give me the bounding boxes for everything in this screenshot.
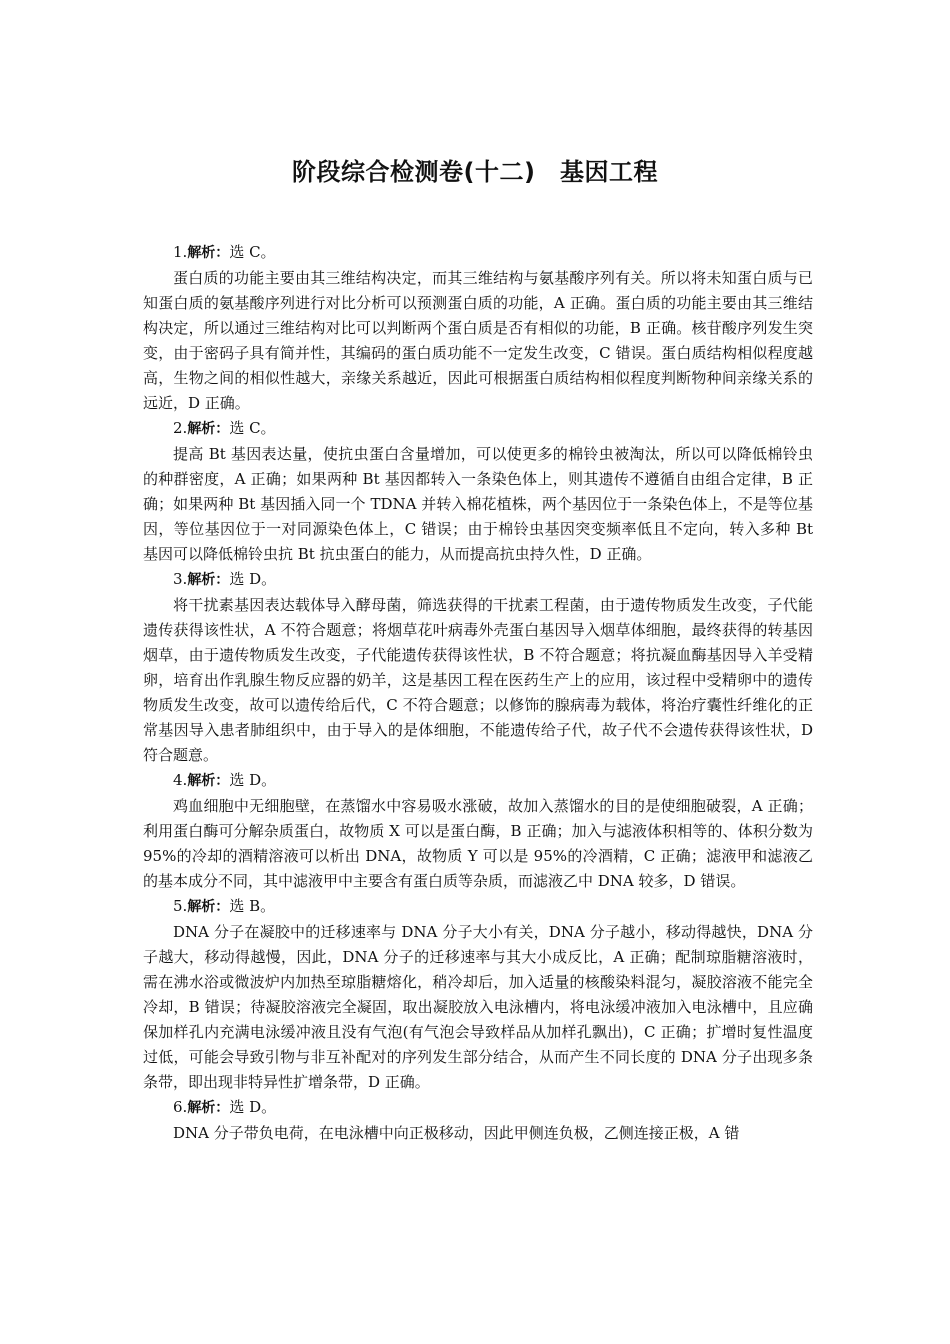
question-header bbox=[143, 1095, 813, 1121]
explanation-text: 鸡血细胞中无细胞壁，在蒸馏水中容易吸水涨破，故加入蒸馏水的目的是使细胞破裂，A 正确；利用蛋白酶可分解杂质蛋白，故物质 X 可以是蛋白酶，B 正确；加入与滤液体积相等的、体积分数为 95%的冷却的酒精溶液可以析出 DNA，故物质 Y 可以是 95%的冷酒精，C 正确；滤液甲和滤液乙的基本成分不同，其中滤液甲中主要含有蛋白质等杂质，而滤液乙中 DNA 较多，D 错误。 bbox=[143, 797, 813, 890]
question-number: 3. bbox=[173, 570, 188, 588]
question-number: 6. bbox=[173, 1098, 188, 1116]
explanation-text: 将干扰素基因表达载体导入酵母菌，筛选获得的干扰素工程菌，由于遗传物质发生改变，子代能遗传获得该性状，A 不符合题意；将烟草花叶病毒外壳蛋白基因导入烟草体细胞，最终获得的转基因烟草，由于遗传物质发生改变，子代能遗传获得该性状，B 不符合题意；将抗凝血酶基因导入羊受精卵，培育出作乳腺生物反应器的奶羊，这是基因工程在医药生产上的应用，该过程中受精卵中的遗传物质发生改变，故可以遗传给后代，C 不符合题意；以修饰的腺病毒为载体，将治疗囊性纤维化的正常基因导入患者肺组织中，由于导入的是体细胞，不能遗传给子代，故子代不会遗传获得该性状，D 符合题意。 bbox=[143, 596, 813, 764]
question-header bbox=[143, 240, 813, 266]
question-header bbox=[143, 416, 813, 442]
question-number: 1. bbox=[173, 243, 188, 261]
explanation-text: 蛋白质的功能主要由其三维结构决定，而其三维结构与氨基酸序列有关。所以将未知蛋白质与已知蛋白质的氨基酸序列进行对比分析可以预测蛋白质的功能，A 正确。蛋白质的功能主要由其三维结构决定，所以通过三维结构对比可以判断两个蛋白质是否有相似的功能，B 正确。核苷酸序列发生突变，由于密码子具有简并性，其编码的蛋白质功能不一定发生改变，C 错误。蛋白质结构相似程度越高，生物之间的相似性越大，亲缘关系越近，因此可根据蛋白质结构相似程度判断物种间亲缘关系的远近，D 正确。 bbox=[143, 269, 813, 412]
explanation-text: DNA 分子在凝胶中的迁移速率与 DNA 分子大小有关，DNA 分子越小，移动得越快，DNA 分子越大，移动得越慢，因此，DNA 分子的迁移速率与其大小成反比，A 正确；配制琼脂糖溶液时，需在沸水浴或微波炉内加热至琼脂糖熔化，稍冷却后，加入适量的核酸染料混匀，凝胶溶液不能完全冷却，B 错误；待凝胶溶液完全凝固，取出凝胶放入电泳槽内，将电泳缓冲液加入电泳槽中，且应确保加样孔内充满电泳缓冲液且没有气泡(有气泡会导致样品从加样孔飘出)，C 正确；扩增时复性温度过低，可能会导致引物与非互补配对的序列发生部分结合，从而产生不同长度的 DNA 分子出现多条条带，即出现非特异性扩增条带，D 正确。 bbox=[143, 923, 813, 1091]
analysis-label: 解析： bbox=[187, 421, 230, 437]
explanation-text: 提高 Bt 基因表达量，使抗虫蛋白含量增加，可以使更多的棉铃虫被淘汰，所以可以降低棉铃虫的种群密度，A 正确；如果两种 Bt 基因都转入一条染色体上，则其遗传不遵循自由组合定律，B 正确；如果两种 Bt 基因插入同一个 TDNA 并转入棉花植株，两个基因位于一条染色体上，不是等位基因，等位基因位于一对同源染色体上，C 错误；由于棉铃虫基因突变频率低且不定向，转入多种 Bt 基因可以降低棉铃虫抗 Bt 抗虫蛋白的能力，从而提高抗虫持久性，D 正确。 bbox=[143, 445, 813, 563]
question-number: 5. bbox=[173, 897, 188, 915]
analysis-label: 解析： bbox=[187, 899, 230, 915]
question-6 bbox=[143, 1095, 813, 1146]
question-5 bbox=[143, 894, 813, 1095]
question-1 bbox=[143, 240, 813, 416]
explanation-text: DNA 分子带负电荷，在电泳槽中向正极移动，因此甲侧连负极，乙侧连接正极，A 错 bbox=[173, 1124, 740, 1142]
analysis-label: 解析： bbox=[187, 1100, 230, 1116]
answer-choice: 选 D。 bbox=[229, 1098, 277, 1116]
question-number: 2. bbox=[173, 419, 188, 437]
question-4 bbox=[143, 768, 813, 894]
answer-choice: 选 D。 bbox=[229, 570, 277, 588]
answer-choice: 选 C。 bbox=[229, 419, 276, 437]
answer-explanations bbox=[143, 240, 813, 1146]
question-header bbox=[143, 894, 813, 920]
question-header bbox=[143, 567, 813, 593]
question-header bbox=[143, 768, 813, 794]
question-3 bbox=[143, 567, 813, 768]
answer-choice: 选 C。 bbox=[229, 243, 276, 261]
analysis-label: 解析： bbox=[187, 773, 230, 789]
question-2 bbox=[143, 416, 813, 567]
document-title: 阶段综合检测卷(十二) 基因工程 bbox=[292, 158, 658, 186]
answer-choice: 选 B。 bbox=[229, 897, 276, 915]
analysis-label: 解析： bbox=[187, 572, 230, 588]
question-number: 4. bbox=[173, 771, 188, 789]
answer-choice: 选 D。 bbox=[229, 771, 277, 789]
analysis-label: 解析： bbox=[187, 245, 230, 261]
